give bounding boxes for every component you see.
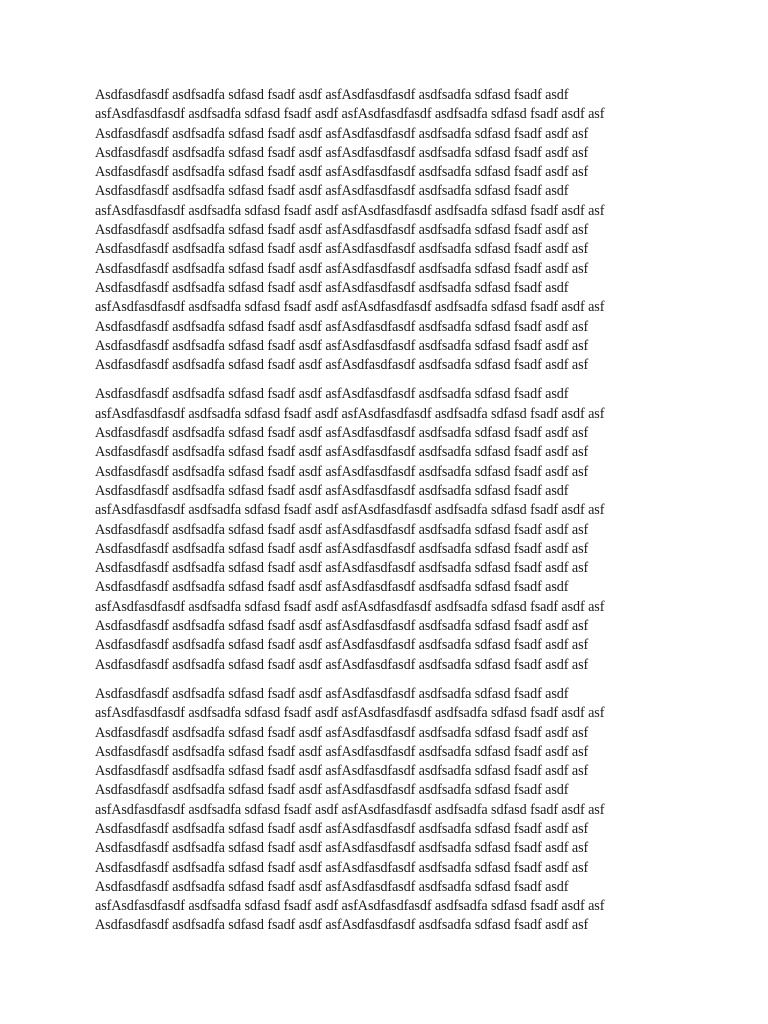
text-line: asfAsdfasdfasdf asdfsadfa sdfasd fsadf asdf asfAsdfasdfasdf asdfsadfa sdfasd fsadf asdf asf — [95, 598, 605, 615]
document-body — [95, 86, 655, 946]
text-line: Asdfasdfasdf asdfsadfa sdfasd fsadf asdf asfAsdfasdfasdf asdfsadfa sdfasd fsadf asdf asf — [95, 444, 589, 461]
text-line: asfAsdfasdfasdf asdfsadfa sdfasd fsadf asdf asfAsdfasdfasdf asdfsadfa sdfasd fsadf asdf asf — [95, 299, 605, 316]
text-line: Asdfasdfasdf asdfsadfa sdfasd fsadf asdf asfAsdfasdfasdf asdfsadfa sdfasd fsadf asdf asf — [95, 743, 589, 760]
text-line: asfAsdfasdfasdf asdfsadfa sdfasd fsadf asdf asfAsdfasdfasdf asdfsadfa sdfasd fsadf asdf asf — [95, 801, 605, 818]
text-line: Asdfasdfasdf asdfsadfa sdfasd fsadf asdf asfAsdfasdfasdf asdfsadfa sdfasd fsadf asdf asf — [95, 618, 589, 635]
text-line: Asdfasdfasdf asdfsadfa sdfasd fsadf asdf asfAsdfasdfasdf asdfsadfa sdfasd fsadf asdf asf — [95, 260, 589, 277]
text-line: asfAsdfasdfasdf asdfsadfa sdfasd fsadf asdf asfAsdfasdfasdf asdfsadfa sdfasd fsadf asdf asf — [95, 405, 605, 422]
text-line: Asdfasdfasdf asdfsadfa sdfasd fsadf asdf asfAsdfasdfasdf asdfsadfa sdfasd fsadf asdf asf — [95, 337, 589, 354]
text-line: Asdfasdfasdf asdfsadfa sdfasd fsadf asdf asfAsdfasdfasdf asdfsadfa sdfasd fsadf asdf asf — [95, 540, 589, 557]
text-line: Asdfasdfasdf asdfsadfa sdfasd fsadf asdf asfAsdfasdfasdf asdfsadfa sdfasd fsadf asdf — [95, 183, 569, 200]
text-line: Asdfasdfasdf asdfsadfa sdfasd fsadf asdf asfAsdfasdfasdf asdfsadfa sdfasd fsadf asdf — [95, 782, 569, 799]
text-line: asfAsdfasdfasdf asdfsadfa sdfasd fsadf asdf asfAsdfasdfasdf asdfsadfa sdfasd fsadf asdf asf — [95, 705, 605, 722]
text-line: Asdfasdfasdf asdfsadfa sdfasd fsadf asdf asfAsdfasdfasdf asdfsadfa sdfasd fsadf asdf asf — [95, 357, 589, 374]
text-line: Asdfasdfasdf asdfsadfa sdfasd fsadf asdf asfAsdfasdfasdf asdfsadfa sdfasd fsadf asdf asf — [95, 840, 589, 857]
text-line: asfAsdfasdfasdf asdfsadfa sdfasd fsadf asdf asfAsdfasdfasdf asdfsadfa sdfasd fsadf asdf asf — [95, 106, 605, 123]
text-line: Asdfasdfasdf asdfsadfa sdfasd fsadf asdf asfAsdfasdfasdf asdfsadfa sdfasd fsadf asdf asf — [95, 125, 589, 142]
text-line: Asdfasdfasdf asdfsadfa sdfasd fsadf asdf asfAsdfasdfasdf asdfsadfa sdfasd fsadf asdf asf — [95, 222, 589, 239]
text-line: asfAsdfasdfasdf asdfsadfa sdfasd fsadf asdf asfAsdfasdfasdf asdfsadfa sdfasd fsadf asdf asf — [95, 502, 605, 519]
text-line: Asdfasdfasdf asdfsadfa sdfasd fsadf asdf asfAsdfasdfasdf asdfsadfa sdfasd fsadf asdf asf — [95, 425, 589, 442]
paragraph — [95, 685, 655, 936]
text-line: asfAsdfasdfasdf asdfsadfa sdfasd fsadf asdf asfAsdfasdfasdf asdfsadfa sdfasd fsadf asdf asf — [95, 898, 605, 915]
paragraph — [95, 86, 655, 375]
text-line: Asdfasdfasdf asdfsadfa sdfasd fsadf asdf asfAsdfasdfasdf asdfsadfa sdfasd fsadf asdf — [95, 279, 569, 296]
text-line: Asdfasdfasdf asdfsadfa sdfasd fsadf asdf asfAsdfasdfasdf asdfsadfa sdfasd fsadf asdf asf — [95, 144, 589, 161]
text-line: Asdfasdfasdf asdfsadfa sdfasd fsadf asdf asfAsdfasdfasdf asdfsadfa sdfasd fsadf asdf — [95, 579, 569, 596]
text-line: Asdfasdfasdf asdfsadfa sdfasd fsadf asdf asfAsdfasdfasdf asdfsadfa sdfasd fsadf asdf asf — [95, 637, 589, 654]
text-line: Asdfasdfasdf asdfsadfa sdfasd fsadf asdf asfAsdfasdfasdf asdfsadfa sdfasd fsadf asdf — [95, 685, 569, 702]
text-line: asfAsdfasdfasdf asdfsadfa sdfasd fsadf asdf asfAsdfasdfasdf asdfsadfa sdfasd fsadf asdf asf — [95, 202, 605, 219]
text-line: Asdfasdfasdf asdfsadfa sdfasd fsadf asdf asfAsdfasdfasdf asdfsadfa sdfasd fsadf asdf asf — [95, 820, 589, 837]
text-line: Asdfasdfasdf asdfsadfa sdfasd fsadf asdf asfAsdfasdfasdf asdfsadfa sdfasd fsadf asdf asf — [95, 859, 589, 876]
text-line: Asdfasdfasdf asdfsadfa sdfasd fsadf asdf asfAsdfasdfasdf asdfsadfa sdfasd fsadf asdf — [95, 386, 569, 403]
paragraph — [95, 385, 655, 674]
text-line: Asdfasdfasdf asdfsadfa sdfasd fsadf asdf asfAsdfasdfasdf asdfsadfa sdfasd fsadf asdf asf — [95, 241, 589, 258]
text-line: Asdfasdfasdf asdfsadfa sdfasd fsadf asdf asfAsdfasdfasdf asdfsadfa sdfasd fsadf asdf asf — [95, 164, 589, 181]
text-line: Asdfasdfasdf asdfsadfa sdfasd fsadf asdf asfAsdfasdfasdf asdfsadfa sdfasd fsadf asdf asf — [95, 318, 589, 335]
text-line: Asdfasdfasdf asdfsadfa sdfasd fsadf asdf asfAsdfasdfasdf asdfsadfa sdfasd fsadf asdf asf — [95, 463, 589, 480]
text-line: Asdfasdfasdf asdfsadfa sdfasd fsadf asdf asfAsdfasdfasdf asdfsadfa sdfasd fsadf asdf asf — [95, 521, 589, 538]
text-line: Asdfasdfasdf asdfsadfa sdfasd fsadf asdf asfAsdfasdfasdf asdfsadfa sdfasd fsadf asdf — [95, 87, 569, 103]
text-line: Asdfasdfasdf asdfsadfa sdfasd fsadf asdf asfAsdfasdfasdf asdfsadfa sdfasd fsadf asdf asf — [95, 917, 589, 934]
text-line: Asdfasdfasdf asdfsadfa sdfasd fsadf asdf asfAsdfasdfasdf asdfsadfa sdfasd fsadf asdf — [95, 878, 569, 895]
text-line: Asdfasdfasdf asdfsadfa sdfasd fsadf asdf asfAsdfasdfasdf asdfsadfa sdfasd fsadf asdf — [95, 482, 569, 499]
text-line: Asdfasdfasdf asdfsadfa sdfasd fsadf asdf asfAsdfasdfasdf asdfsadfa sdfasd fsadf asdf asf — [95, 656, 589, 673]
text-line: Asdfasdfasdf asdfsadfa sdfasd fsadf asdf asfAsdfasdfasdf asdfsadfa sdfasd fsadf asdf asf — [95, 724, 589, 741]
text-line: Asdfasdfasdf asdfsadfa sdfasd fsadf asdf asfAsdfasdfasdf asdfsadfa sdfasd fsadf asdf asf — [95, 763, 589, 780]
text-line: Asdfasdfasdf asdfsadfa sdfasd fsadf asdf asfAsdfasdfasdf asdfsadfa sdfasd fsadf asdf asf — [95, 560, 589, 577]
